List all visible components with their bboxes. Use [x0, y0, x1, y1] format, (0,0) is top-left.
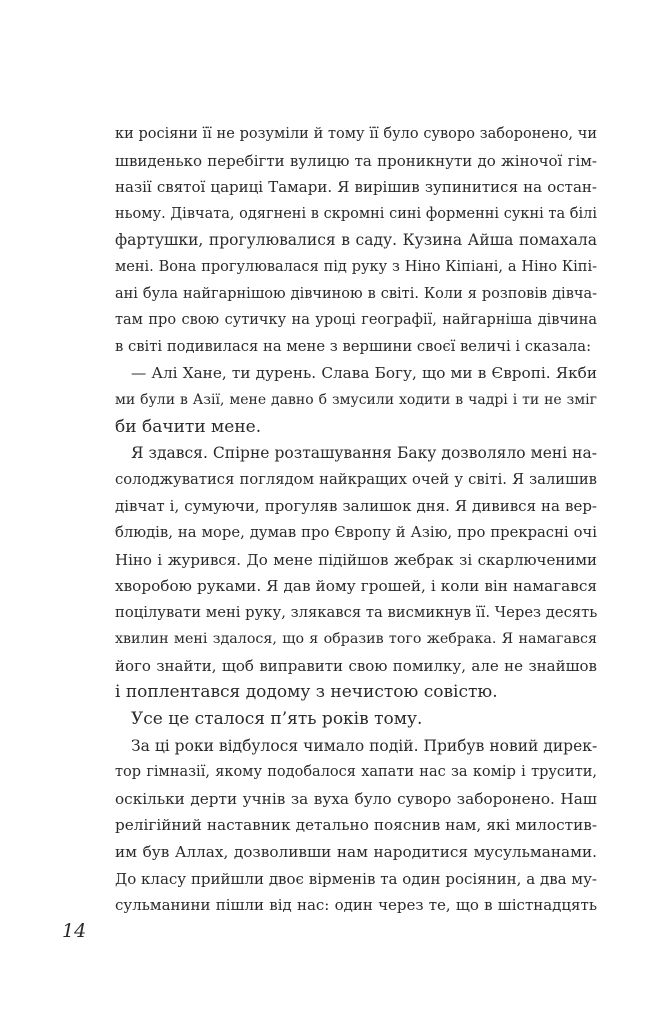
text-line: там про свою сутичку на уроці географії, найгарніша дівчина: [115, 312, 597, 329]
text-line: ані була найгарнішою дівчиною в світі. Коли я розповів дівча-: [115, 285, 597, 302]
text-line: мені. Вона прогулювалася під руку з Ніно Кіпіані, а Ніно Кіпі-: [115, 258, 597, 275]
text-line: солоджуватися поглядом найкращих очей у світі. Я залишив: [115, 470, 597, 488]
text-line: ки росіяни її не розуміли й тому її було суворо заборонено, чи: [115, 126, 597, 142]
text-line: Я здався. Спірне розташування Баку дозволяло мені на-: [131, 444, 597, 463]
page-number: 14: [62, 920, 87, 942]
body-text: [115, 121, 597, 919]
text-line: Ніно і журився. До мене підійшов жебрак зі скарлюченими: [115, 550, 597, 569]
text-line: би бачити мене.: [115, 416, 262, 437]
text-line: — Алі Хане, ти дурень. Слава Богу, що ми в Європі. Якби: [131, 364, 597, 383]
text-line: релігійний наставник детально пояснив нам, які милостив-: [115, 816, 597, 835]
text-line: в світі подивилася на мене з вершини своєї величі і сказала:: [115, 337, 592, 355]
text-line: назії святої цариці Тамари. Я вирішив зупинитися на остан-: [115, 178, 597, 197]
text-line: поцілувати мені руку, злякався та висмикнув її. Через десять: [115, 603, 598, 621]
text-line: хворобою руками. Я дав йому грошей, і коли він намагався: [115, 577, 597, 596]
text-line: ми були в Азії, мене давно б змусили ходити в чадрі і ти не зміг: [115, 391, 597, 408]
text-line: швиденько перебігти вулицю та проникнути до жіночої гім-: [115, 151, 597, 170]
text-line: і поплентався додому з нечистою совістю.: [115, 682, 498, 703]
text-line: оскільки дерти учнів за вуха було суворо заборонено. Наш: [115, 789, 597, 808]
text-line: хвилин мені здалося, що я образив того жебрака. Я намагався: [115, 631, 597, 648]
text-line: За ці роки відбулося чимало подій. Прибув новий дирек-: [131, 736, 598, 755]
text-line: До класу прийшли двоє вірменів та один росіянин, а два му-: [115, 869, 597, 888]
text-line: фартушки, прогулювалися в саду. Кузина Айша помахала: [115, 231, 597, 250]
text-line: дівчат і, сумуючи, прогуляв залишок дня. Я дивився на вер-: [115, 497, 597, 516]
text-line: його знайти, щоб виправити свою помилку, але не знайшов: [115, 656, 597, 675]
text-line: сульманини пішли від нас: один через те, що в шістнадцять: [115, 896, 597, 915]
text-line: ньому. Дівчата, одягнені в скромні сині форменні сукні та білі: [115, 205, 597, 222]
text-line: тор гімназії, якому подобалося хапати нас за комір і трусити,: [115, 764, 597, 781]
text-line: Усе це сталося п’ять років тому.: [131, 709, 423, 730]
text-line: блюдів, на море, думав про Європу й Азію, про прекрасні очі: [115, 523, 597, 541]
text-line: им був Аллах, дозволивши нам народитися мусульманами.: [115, 843, 597, 862]
